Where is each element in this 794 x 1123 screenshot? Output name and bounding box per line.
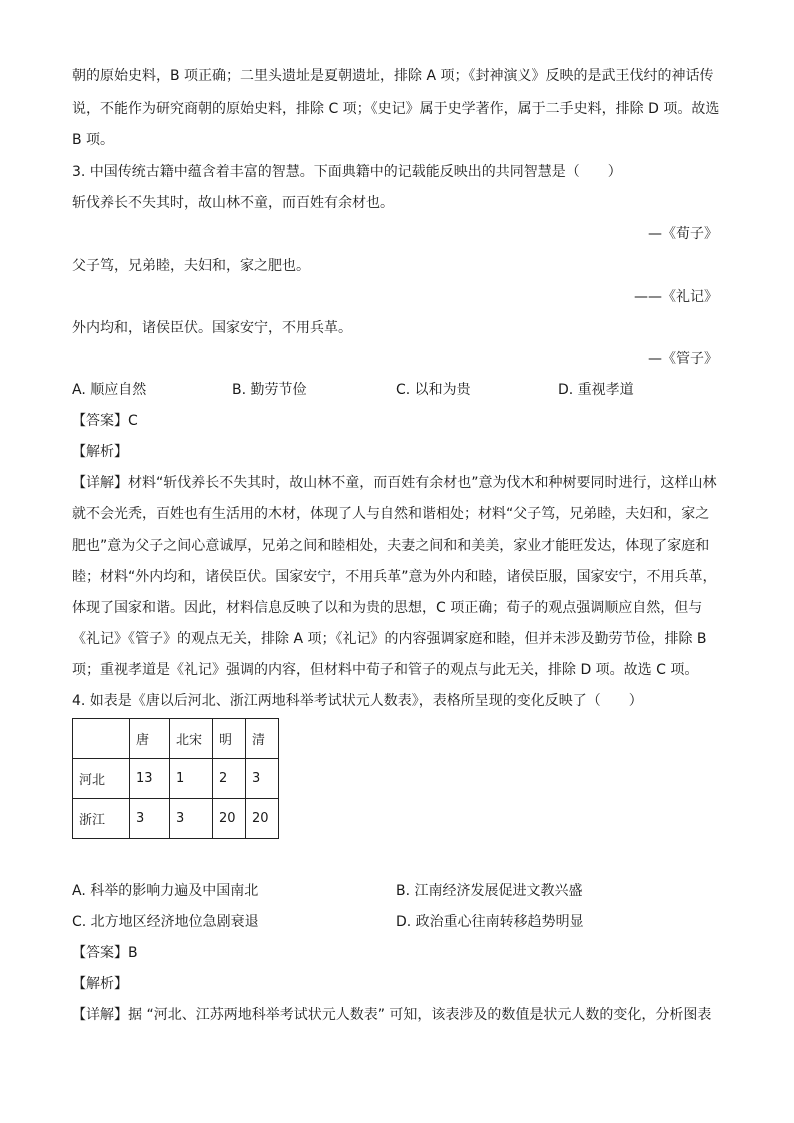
- q3-detail-line: 【详解】材料“斩伐养长不失其时，故山林不童，而百姓有余材也”意为伐木和种树要同时进行，这样山林: [72, 475, 717, 491]
- q3-detail-line: 肥也”意为父子之间心意诚厚，兄弟之间和睦相处，夫妻之间和和美美，家业才能旺发达，体现了家庭和: [72, 538, 710, 554]
- table-cell: 3: [246, 759, 279, 799]
- quote-guanzi: 外内均和，诸侯臣伏。国家安宁，不用兵革。: [72, 320, 352, 336]
- quote-xunzi: 斩伐养长不失其时，故山林不童，而百姓有余材也。: [72, 195, 394, 211]
- q3-detail-line: 睦；材料“外内均和，诸侯臣伏。国家安宁，不用兵革”意为外内和睦，诸侯臣服，国家安宁，不用兵革，: [72, 569, 717, 585]
- q3-answer: 【答案】C: [72, 413, 138, 429]
- q4-option-a: A. 科举的影响力遍及中国南北: [72, 883, 259, 899]
- table-header-cell: 明: [213, 719, 246, 759]
- table-row: [73, 799, 279, 839]
- table-header-cell: 清: [246, 719, 279, 759]
- q3-detail-line: 就不会光秃，百姓也有生活用的木材，体现了人与自然和谐相处；材料“父子笃，兄弟睦，夫妇和，家之: [72, 506, 710, 522]
- source-xunzi: —《荀子》: [648, 226, 718, 242]
- q3-detail-line: 《礼记》《管子》的观点无关，排除 A 项；《礼记》的内容强调家庭和睦，但并未涉及勤劳节俭，排除 B: [72, 631, 707, 647]
- q3-detail-line: 项；重视孝道是《礼记》强调的内容，但材料中荀子和管子的观点与此无关，排除 D 项。故选 C 项。: [72, 662, 699, 678]
- q4-option-b: B. 江南经济发展促进文教兴盛: [396, 883, 583, 899]
- table-row: [73, 759, 279, 799]
- paragraph-line: B 项。: [72, 132, 115, 148]
- q3-option-a: A. 顺应自然: [72, 382, 147, 398]
- table-header-cell: 北宋: [170, 719, 213, 759]
- table-cell: 20: [246, 799, 279, 839]
- scholar-count-table: [72, 718, 279, 839]
- question-4-stem: 4. 如表是《唐以后河北、浙江两地科举考试状元人数表》，表格所呈现的变化反映了（ ）: [72, 693, 643, 709]
- q4-analysis-label: 【解析】: [72, 976, 128, 992]
- q3-analysis-label: 【解析】: [72, 444, 128, 460]
- quote-liji: 父子笃，兄弟睦，夫妇和，家之肥也。: [72, 258, 310, 274]
- q3-detail-line: 体现了国家和谐。因此，材料信息反映了以和为贵的思想，C 项正确；荀子的观点强调顺应自然，但与: [72, 600, 703, 616]
- table-header-cell: [73, 719, 130, 759]
- table-cell: 3: [170, 799, 213, 839]
- q4-option-c: C. 北方地区经济地位急剧衰退: [72, 914, 259, 930]
- table-header-cell: 唐: [130, 719, 170, 759]
- source-guanzi: —《管子》: [648, 351, 718, 367]
- table-cell: 20: [213, 799, 246, 839]
- table-cell: 2: [213, 759, 246, 799]
- q4-detail-line: 【详解】据 “河北、江苏两地科举考试状元人数表” 可知，该表涉及的数值是状元人数的变化，分析图表: [72, 1007, 712, 1023]
- table-cell: 13: [130, 759, 170, 799]
- q3-option-d: D. 重视孝道: [558, 382, 634, 398]
- q3-option-c: C. 以和为贵: [396, 382, 471, 398]
- q4-option-d: D. 政治重心往南转移趋势明显: [396, 914, 584, 930]
- table-row-label: 浙江: [73, 799, 130, 839]
- table-cell: 3: [130, 799, 170, 839]
- table-cell: 1: [170, 759, 213, 799]
- table-row-label: 河北: [73, 759, 130, 799]
- q4-answer: 【答案】B: [72, 945, 138, 961]
- paragraph-line: 说，不能作为研究商朝的原始史料，排除 C 项；《史记》属于史学著作，属于二手史料，排除 D 项。故选: [72, 101, 720, 117]
- source-liji: ——《礼记》: [634, 289, 718, 305]
- paragraph-line: 朝的原始史料，B 项正确；二里头遗址是夏朝遗址，排除 A 项；《封神演义》反映的是武王伐纣的神话传: [72, 68, 714, 84]
- question-3-stem: 3. 中国传统古籍中蕴含着丰富的智慧。下面典籍中的记载能反映出的共同智慧是（ ）: [72, 164, 622, 180]
- table-header-row: [73, 719, 279, 759]
- q3-option-b: B. 勤劳节俭: [232, 382, 307, 398]
